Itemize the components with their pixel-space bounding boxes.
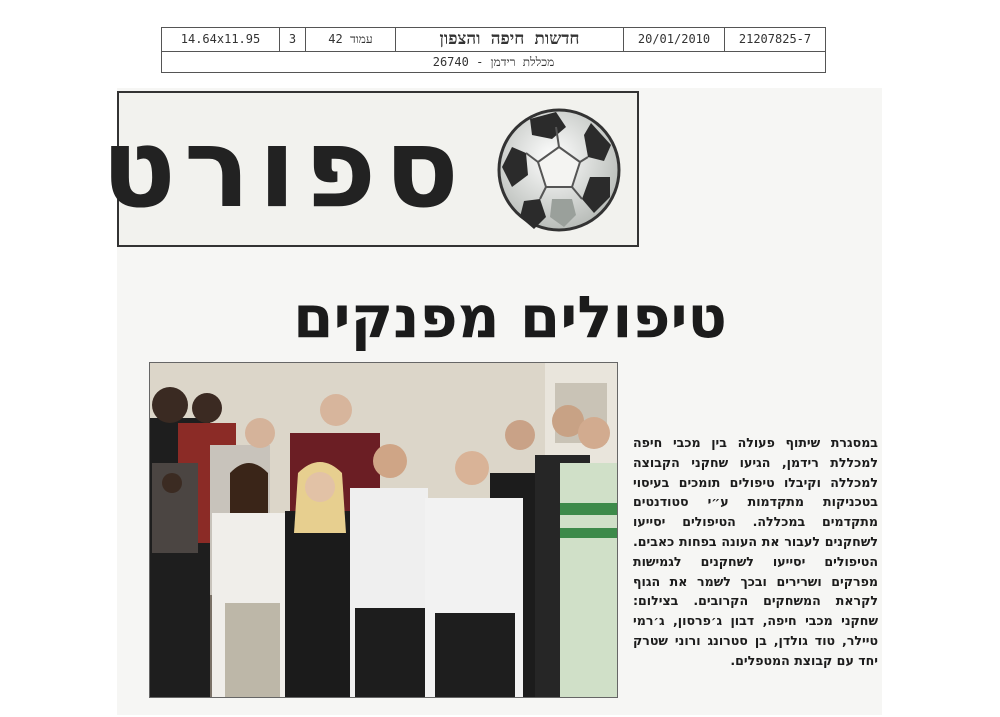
sport-section-logo: [101, 91, 639, 247]
team-group-photo: [149, 362, 618, 698]
clip-id: 21207825-7: [738, 32, 812, 46]
page-number: 3: [280, 28, 306, 51]
section-title: ספורט: [101, 104, 467, 232]
page-label: עמוד 42: [306, 28, 396, 51]
publication-date: 20/01/2010: [624, 28, 725, 51]
clipping-header: [161, 27, 826, 73]
soccer-ball-icon: [494, 105, 624, 235]
group-photo-illustration: [150, 363, 617, 697]
article-body: במסגרת שיתוף פעולה בין מכבי חיפה למכללת רידמן, הגיעו שחקני הקבוצה למכללה וקיבלו טיפולים תומכים בעיסוי בטכניקות מתקדמות ע״י סטודנטים מתקדמים במכללה. הטיפולים יסייעו לשחקנים לעבור את העונה בפחות כאבים. הטיפולים יסייעו לשחקנים לגמישות מפרקים ושרירים ובכך לשמר את הגוף לקראת המשחקים הקרובים. בצילום: שחקני מכבי חיפה, דבון ג׳פרסון, ג׳רמי טיילר, טוד גולדן, בן סטרונג ורוני שטרק יחד עם קבוצת המטפלים.: [633, 435, 878, 668]
article-headline: טיפולים מפנקים: [293, 283, 727, 351]
clip-size: 14.64x11.95: [162, 28, 280, 51]
publication-name: חדשות חיפה והצפון: [396, 28, 624, 51]
clipping-header-row: [162, 28, 825, 52]
client-name: מכללת רידמן - 26740: [432, 55, 555, 69]
